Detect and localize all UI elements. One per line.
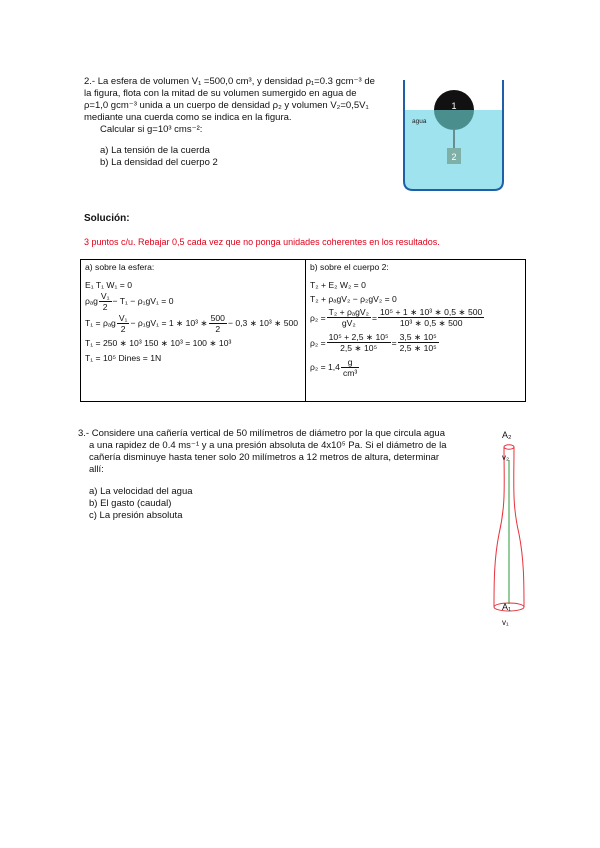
pipe-top-opening xyxy=(504,445,514,449)
problem-3-item-c: c) La presión absoluta xyxy=(89,510,183,521)
numerator: V₁ xyxy=(100,290,110,301)
eq-term: T₁ = ρₐg xyxy=(85,318,116,328)
numerator: 500 xyxy=(210,312,225,323)
col-b-header: b) sobre el cuerpo 2: xyxy=(310,262,389,272)
label-v2: v₂ xyxy=(502,453,510,462)
solution-col-a xyxy=(81,260,306,402)
denominator: 2 xyxy=(102,301,108,312)
pipe-left-wall xyxy=(494,447,504,607)
sphere-label: 1 xyxy=(451,101,457,111)
col-a-equation xyxy=(85,311,301,335)
fraction xyxy=(327,307,371,328)
grading-note: 3 puntos c/u. Rebajar 0,5 cada vez que no ponga unidades coherentes en los resultados. xyxy=(84,237,440,247)
problem-2-item-b: b) La densidad del cuerpo 2 xyxy=(100,157,218,168)
problem-3-line: cañería disminuye hasta tener solo 20 milímetros a 12 metros de altura, determinar xyxy=(89,452,440,463)
denominator: 2,5 ∗ 10⁵ xyxy=(340,343,378,353)
fraction xyxy=(327,332,391,353)
eq-term: ρ₂ = 1,4 xyxy=(310,362,340,372)
solution-col-b xyxy=(306,260,526,402)
problem-3-line: allí: xyxy=(89,464,104,475)
problem-2 xyxy=(84,76,396,169)
col-a-header: a) sobre la esfera: xyxy=(85,262,155,272)
numerator: 10⁵ + 1 ∗ 10³ ∗ 0,5 ∗ 500 xyxy=(380,307,483,317)
problem-3-items xyxy=(78,486,498,522)
problem-3-line: 3.- Considere una cañería vertical de 50 milímetros de diámetro por la que circula agua xyxy=(78,428,445,439)
numerator: 3,5 ∗ 10⁵ xyxy=(399,332,437,342)
denominator: 2,5 ∗ 10⁵ xyxy=(399,343,437,353)
col-a-line: E₁ T₁ W₁ = 0 xyxy=(85,280,132,290)
col-b-line: T₂ + ρₐgV₂ − ρ₂gV₂ = 0 xyxy=(310,294,397,304)
problem-2-line: mediante una cuerda como se indica en la figura. xyxy=(84,112,292,123)
fraction xyxy=(209,313,227,334)
problem-2-line: 2.- La esfera de volumen V₁ =500,0 cm³, y densidad ρ₁=0.3 gcm⁻³ de xyxy=(84,76,375,87)
col-a-equation xyxy=(85,291,301,311)
denominator: 10³ ∗ 0,5 ∗ 500 xyxy=(399,318,463,328)
eq-term: ρₐg xyxy=(85,296,98,306)
col-b-equation xyxy=(310,355,521,379)
label-v1: v₁ xyxy=(502,618,509,627)
numerator: V₁ xyxy=(118,312,128,323)
fraction xyxy=(117,313,130,334)
col-b-equation xyxy=(310,305,521,330)
denominator: gV₂ xyxy=(341,318,356,328)
fraction xyxy=(99,291,112,312)
pipe-right-wall xyxy=(514,447,524,607)
problem-3-item-a: a) La velocidad del agua xyxy=(89,486,193,497)
eq-term: − T₁ − ρ₁gV₁ = 0 xyxy=(112,296,174,306)
col-a-line: T₁ = 10⁵ Dines = 1N xyxy=(85,353,162,363)
eq-term: = xyxy=(371,312,377,323)
eq-term: ρ₂ = xyxy=(310,312,326,323)
solution-title: Solución: xyxy=(84,213,130,224)
numerator: g xyxy=(341,357,359,368)
eq-term: − 0,3 ∗ 10³ ∗ 500 xyxy=(227,317,299,328)
fraction xyxy=(378,307,484,328)
eq-term: − ρ₁gV₁ = 1 ∗ 10³ ∗ xyxy=(130,317,208,328)
problem-2-item-a: a) La tensión de la cuerda xyxy=(100,145,210,156)
problem-3-item-b: b) El gasto (caudal) xyxy=(89,498,172,509)
sphere-figure xyxy=(398,78,508,196)
numerator: T₂ + ρₐgV₂ xyxy=(328,307,369,317)
pipe-figure xyxy=(490,424,550,636)
denominator: cm³ xyxy=(342,367,358,378)
problem-2-line: ρ=1,0 gcm⁻³ unida a un cuerpo de densidad ρ₂ y volumen V₂=0,5V₁ xyxy=(84,100,369,111)
label-a2: A₂ xyxy=(502,430,512,440)
col-b-equation xyxy=(310,330,521,355)
problem-2-line: la figura, flota con la mitad de su volumen sumergido en agua de xyxy=(84,88,357,99)
problem-2-items xyxy=(84,145,396,169)
col-a-line: T₁ = 250 ∗ 10³ 150 ∗ 10³ = 100 ∗ 10³ xyxy=(85,338,232,348)
problem-3-line: a una rapidez de 0.4 ms⁻¹ y a una presión absoluta de 4x10⁵ Pa. Si el diámetro de la xyxy=(89,440,447,451)
eq-term: = xyxy=(391,337,397,348)
col-b-line: T₂ + E₂ W₂ = 0 xyxy=(310,280,366,290)
numerator: 10⁵ + 2,5 ∗ 10⁵ xyxy=(328,332,389,342)
problem-3 xyxy=(78,428,498,522)
eq-term: ρ₂ = xyxy=(310,337,326,348)
body-2-label: 2 xyxy=(451,152,457,162)
water-label: agua xyxy=(412,118,427,125)
fraction xyxy=(341,357,359,378)
label-a1: A₁ xyxy=(502,602,512,612)
denominator: 2 xyxy=(215,323,221,334)
fraction xyxy=(398,332,439,353)
problem-2-line: Calcular si g=10³ cms⁻²: xyxy=(100,124,203,135)
solution-table xyxy=(80,259,526,402)
denominator: 2 xyxy=(120,323,126,334)
